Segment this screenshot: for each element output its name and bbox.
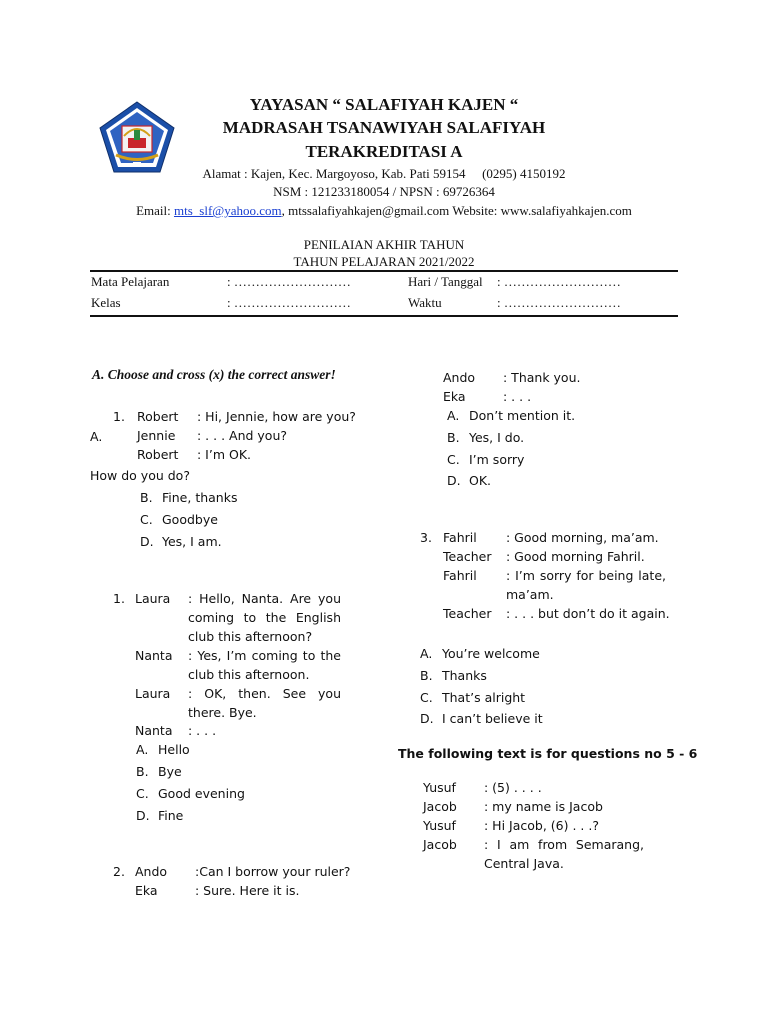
- q1-option-d-letter: D.: [140, 534, 154, 549]
- q1-option-b[interactable]: Fine, thanks: [162, 490, 238, 505]
- q3-line-3: : Thank you.: [503, 370, 581, 385]
- q4-option-d-letter: D.: [420, 711, 434, 726]
- dialog-speaker-1: Yusuf: [423, 780, 456, 795]
- q1-option-d[interactable]: Yes, I am.: [162, 534, 222, 549]
- q2-option-c-letter: C.: [136, 786, 149, 801]
- q4-option-c[interactable]: That’s alright: [442, 690, 526, 705]
- q4-speaker-2: Teacher: [443, 549, 492, 564]
- q3-number: 2.: [113, 864, 125, 879]
- school-contact: [0, 203, 768, 219]
- q4-option-c-letter: C.: [420, 690, 433, 705]
- q4-speaker-3: Fahril: [443, 568, 477, 583]
- q1-option-b-letter: B.: [140, 490, 153, 505]
- q1-speaker-3: Robert: [137, 447, 179, 462]
- dialog-speaker-2: Jacob: [423, 799, 457, 814]
- school-name: MADRASAH TSANAWIYAH SALAFIYAH: [222, 118, 546, 137]
- q1-option-c-letter: C.: [140, 512, 153, 527]
- q3-speaker-2: Eka: [135, 883, 158, 898]
- time-label: Waktu: [408, 295, 442, 310]
- dialog-line-2: : my name is Jacob: [484, 799, 603, 814]
- dialog-line-3: : Hi Jacob, (6) . . .?: [484, 818, 599, 833]
- q2-speaker-4: Nanta: [135, 723, 173, 738]
- q2-line-3: : OK, then. See you there. Bye.: [188, 686, 341, 720]
- q3-option-b-letter: B.: [447, 430, 460, 445]
- q2-speaker-1: Laura: [135, 591, 171, 606]
- q2-option-c[interactable]: Good evening: [158, 786, 245, 801]
- q2-speaker-3: Laura: [135, 686, 171, 701]
- email-link[interactable]: mts_slf@yahoo.com: [173, 203, 282, 218]
- q3-option-d-letter: D.: [447, 473, 461, 488]
- q2-speaker-2: Nanta: [135, 648, 173, 663]
- q2-option-a-letter: A.: [136, 742, 149, 757]
- exam-title: PENILAIAN AKHIR TAHUN: [303, 237, 465, 252]
- q2-option-a[interactable]: Hello: [158, 742, 190, 757]
- q3-speaker-1: Ando: [135, 864, 168, 879]
- foundation-name: YAYASAN “ SALAFIYAH KAJEN “: [249, 95, 519, 114]
- time-value: : ………………………: [497, 295, 621, 310]
- exam-year: TAHUN PELAJARAN 2021/2022: [293, 254, 475, 269]
- dialog-speaker-4: Jacob: [423, 837, 457, 852]
- school-nsm: NSM : 121233180054 / NPSN : 69726364: [273, 184, 495, 199]
- q1-option-a-letter: A.: [90, 429, 103, 444]
- q4-line-3: : I’m sorry for being late, ma’am.: [506, 568, 666, 602]
- school-address: Alamat : Kajen, Kec. Margoyoso, Kab. Pati 59154 (0295) 4150192: [209, 166, 559, 181]
- q4-line-4: : . . . but don’t do it again.: [506, 606, 670, 621]
- q1-number: 1.: [113, 409, 125, 424]
- q2-line-2: : Yes, I’m coming to the club this afternoon.: [188, 648, 341, 682]
- q1-line-2: : . . . And you?: [197, 428, 288, 443]
- q1-option-a[interactable]: How do you do?: [90, 468, 190, 483]
- header-rule-top: [90, 270, 678, 272]
- text-heading: The following text is for questions no 5 - 6: [398, 746, 698, 761]
- q2-number: 1.: [113, 591, 125, 606]
- q1-line-3: : I’m OK.: [197, 447, 252, 462]
- q2-option-b-letter: B.: [136, 764, 149, 779]
- subject-value: : ………………………: [227, 274, 351, 289]
- day-value: : ………………………: [497, 274, 621, 289]
- subject-label: Mata Pelajaran: [91, 274, 170, 289]
- q4-line-1: : Good morning, ma’am.: [506, 530, 659, 545]
- q3-option-c-letter: C.: [447, 452, 460, 467]
- q3-speaker-3: Ando: [443, 370, 476, 385]
- q4-speaker-1: Fahril: [443, 530, 477, 545]
- dialog-line-1: : (5) . . . .: [484, 780, 542, 795]
- email-rest: , mtssalafiyahkajen@gmail.com Website: www.salafiyahkajen.com: [281, 203, 632, 218]
- header-rule-bottom: [90, 315, 678, 317]
- q3-option-a-letter: A.: [447, 408, 460, 423]
- dialog-speaker-3: Yusuf: [423, 818, 456, 833]
- q1-speaker-1: Robert: [137, 409, 179, 424]
- class-value: : ………………………: [227, 295, 351, 310]
- q3-line-4: : . . .: [503, 389, 532, 404]
- q4-speaker-4: Teacher: [443, 606, 492, 621]
- q1-line-1: : Hi, Jennie, how are you?: [197, 409, 356, 424]
- section-a-instruction: A. Choose and cross (x) the correct answer!: [92, 367, 336, 382]
- q1-option-c[interactable]: Goodbye: [162, 512, 218, 527]
- q2-option-d-letter: D.: [136, 808, 150, 823]
- q2-option-b[interactable]: Bye: [158, 764, 182, 779]
- q4-option-a[interactable]: You’re welcome: [442, 646, 540, 661]
- q3-option-c[interactable]: I’m sorry: [469, 452, 525, 467]
- class-label: Kelas: [91, 295, 121, 310]
- q4-option-b-letter: B.: [420, 668, 433, 683]
- q4-option-b[interactable]: Thanks: [442, 668, 487, 683]
- q4-number: 3.: [420, 530, 432, 545]
- day-label: Hari / Tanggal: [408, 274, 483, 289]
- q3-line-2: : Sure. Here it is.: [195, 883, 300, 898]
- email-label: Email:: [136, 203, 174, 218]
- dialog-line-4: : I am from Semarang, Central Java.: [484, 837, 644, 871]
- q3-option-b[interactable]: Yes, I do.: [469, 430, 525, 445]
- q3-option-d[interactable]: OK.: [469, 473, 492, 488]
- q4-option-d[interactable]: I can’t believe it: [442, 711, 543, 726]
- q2-line-1: : Hello, Nanta. Are you coming to the English club this afternoon?: [188, 591, 341, 644]
- q3-option-a[interactable]: Don’t mention it.: [469, 408, 576, 423]
- q2-line-4: : . . .: [188, 723, 217, 738]
- q4-option-a-letter: A.: [420, 646, 433, 661]
- q2-option-d[interactable]: Fine: [158, 808, 184, 823]
- q4-line-2: : Good morning Fahril.: [506, 549, 645, 564]
- q1-speaker-2: Jennie: [137, 428, 176, 443]
- accreditation: TERAKREDITASI A: [305, 142, 463, 161]
- q3-speaker-4: Eka: [443, 389, 466, 404]
- q3-line-1: :Can I borrow your ruler?: [195, 864, 351, 879]
